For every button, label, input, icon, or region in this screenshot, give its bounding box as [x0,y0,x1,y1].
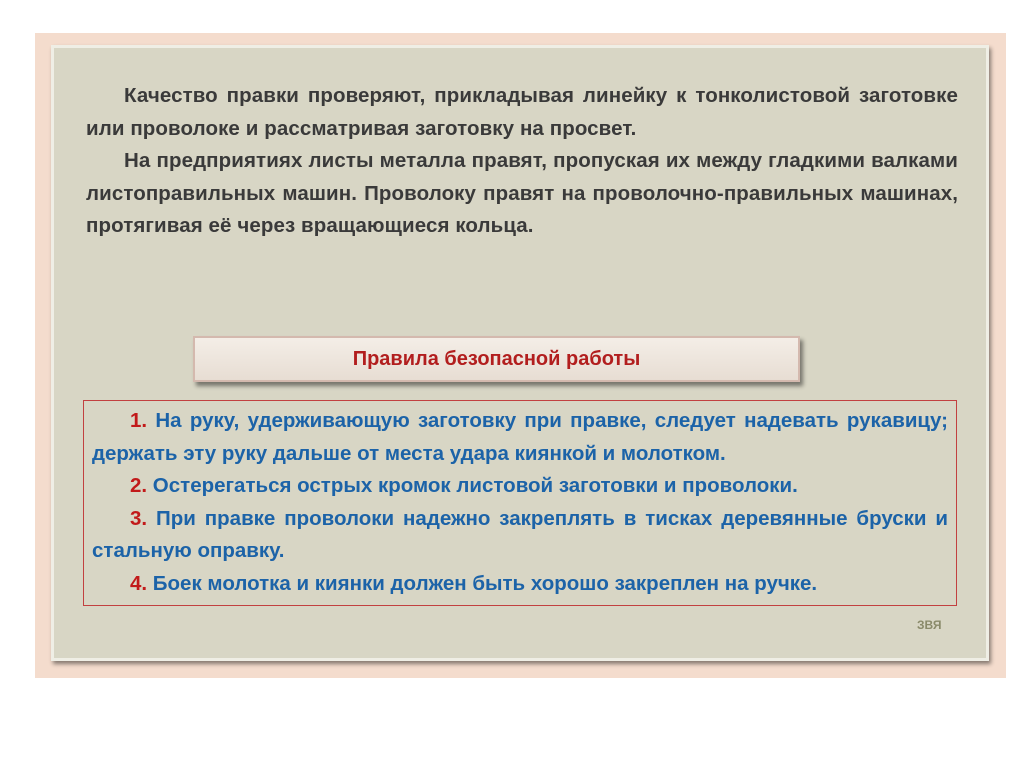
rule-text: Боек молотка и киянки должен быть хорошо закреплен на ручке. [147,571,818,595]
rule-number: 1. [130,409,148,432]
intro-paragraph-2: На предприятиях листы металла правят, пропуская их между гладкими валками листоправильных машин. Проволоку правят на проволочно-правильных машинах, протягивая её через вращающиеся кольца. [86,149,958,237]
author-signature: ЗВЯ [917,618,942,632]
rule-text: При правке проволоки надежно закреплять в тисках деревянные бруски и стальную оправку. [92,506,948,562]
rule-number: 2. [130,474,148,497]
rule-item-1 [92,405,948,470]
rule-number: 3. [130,506,148,530]
rules-title-banner [193,336,800,382]
rule-text: На руку, удерживающую заготовку при правке, следует надевать рукавицу; держать эту руку дальше от места удара киянкой и молотком. [92,409,948,465]
rules-list [83,400,957,606]
intro-text [86,80,958,243]
rule-item-3 [92,503,948,568]
rule-item-2 [92,470,948,503]
rule-item-4 [92,568,948,601]
intro-paragraph-1: Качество правки проверяют, прикладывая линейку к тонколистовой заготовке или проволоке и рассматривая заготовку на просвет. [86,84,958,140]
rules-title: Правила безопасной работы [352,347,641,370]
rule-number: 4. [130,571,148,595]
rule-text: Остерегаться острых кромок листовой заготовки и проволоки. [147,474,798,497]
